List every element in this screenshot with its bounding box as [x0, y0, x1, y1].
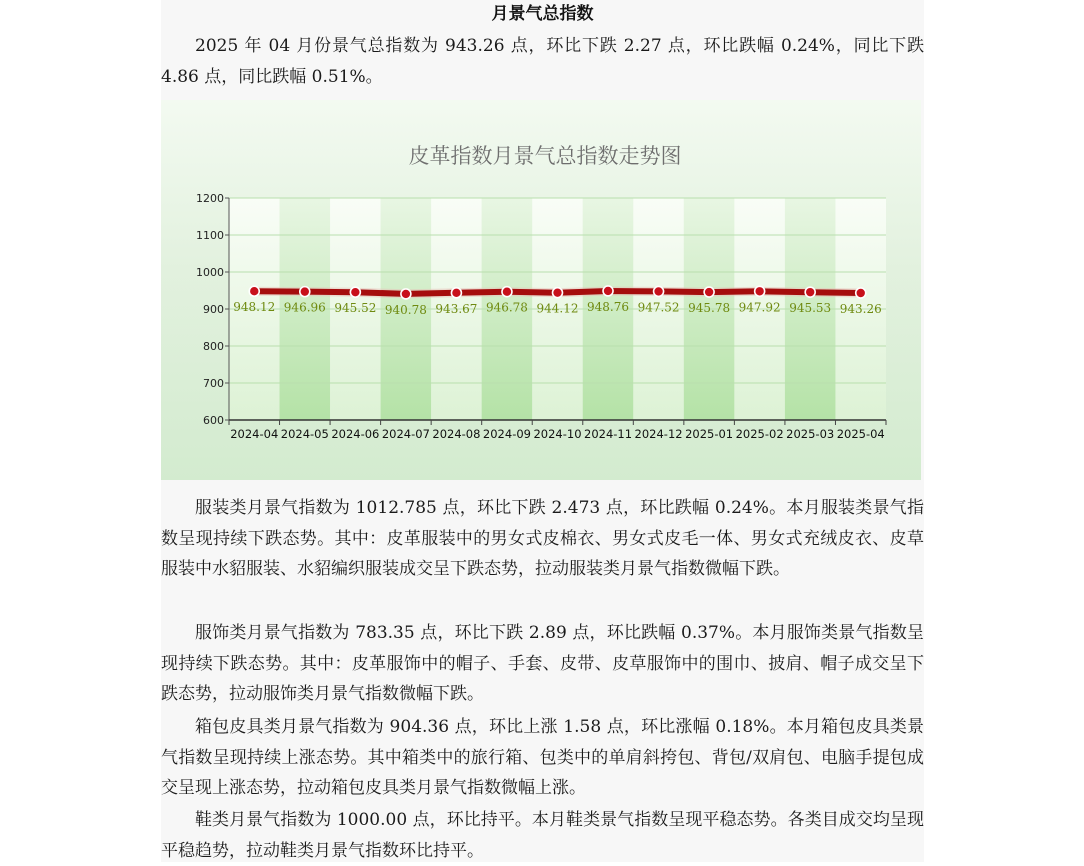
accessories-paragraph: 服饰类月景气指数为 783.35 点，环比下跌 2.89 点，环比跌幅 0.37%。本月服饰类景气指数呈现持续下跌态势。其中：皮革服饰中的帽子、手套、皮带、皮草服饰中的围巾、披肩、帽子成交呈下跌态势，拉动服饰类月景气指数微幅下跌。	[161, 623, 924, 704]
data-label: 945.53	[789, 301, 832, 316]
data-label: 948.76	[587, 299, 630, 314]
data-label: 940.78	[384, 302, 427, 317]
data-label: 947.52	[637, 300, 680, 315]
series-point	[654, 286, 664, 296]
bags-paragraph: 箱包皮具类月景气指数为 904.36 点，环比上涨 1.58 点，环比涨幅 0.18%。本月箱包皮具类景气指数呈现持续上涨态势。其中箱类中的旅行箱、包类中的单肩斜挎包、背包/双肩包、电脑手提包成交呈现上涨态势，拉动箱包皮具类月景气指数微幅上涨。	[161, 717, 924, 798]
series-point	[350, 287, 360, 297]
x-tick-label: 2025-01	[685, 427, 734, 441]
x-tick-label: 2024-06	[331, 427, 380, 441]
y-tick-label: 900	[203, 303, 224, 316]
chart-title: 皮革指数月景气总指数走势图	[408, 144, 682, 168]
series-point	[502, 287, 512, 297]
data-label: 948.12	[233, 300, 276, 315]
intro-paragraph: 2025 年 04 月份景气总指数为 943.26 点，环比下跌 2.27 点，环比跌幅 0.24%，同比下跌 4.86 点，同比跌幅 0.51%。	[161, 36, 924, 87]
data-label: 943.26	[839, 301, 882, 316]
series-point	[451, 288, 461, 298]
section-title: 月景气总指数	[491, 4, 594, 24]
x-tick-label: 2025-04	[836, 427, 885, 441]
y-tick-label: 1000	[196, 266, 224, 279]
x-tick-label: 2024-05	[280, 427, 329, 441]
trend-chart-svg	[161, 100, 921, 480]
data-label: 943.67	[435, 301, 478, 316]
x-tick-label: 2024-04	[230, 427, 279, 441]
x-tick-label: 2024-07	[381, 427, 430, 441]
data-label: 946.96	[283, 300, 326, 315]
clothing-paragraph: 服装类月景气指数为 1012.785 点，环比下跌 2.473 点，环比跌幅 0.24%。本月服装类景气指数呈现持续下跌态势。其中：皮革服装中的男女式皮棉衣、男女式皮毛一体、男女式充绒皮衣、皮草服装中水貂服装、水貂编织服装成交呈下跌态势，拉动服装类月景气指数微幅下跌。	[161, 498, 924, 579]
series-point	[805, 287, 815, 297]
series-point	[856, 288, 866, 298]
series-point	[401, 289, 411, 299]
shoes-paragraph: 鞋类月景气指数为 1000.00 点，环比持平。本月鞋类景气指数呈现平稳态势。各类目成交均呈现平稳趋势，拉动鞋类月景气指数环比持平。	[161, 810, 924, 861]
y-tick-label: 600	[203, 414, 224, 427]
data-label: 947.92	[738, 300, 781, 315]
series-point	[300, 287, 310, 297]
trend-chart	[161, 100, 921, 480]
x-tick-label: 2024-11	[584, 427, 633, 441]
x-tick-label: 2024-08	[432, 427, 481, 441]
x-tick-label: 2025-02	[735, 427, 784, 441]
data-label: 944.12	[536, 301, 579, 316]
y-tick-label: 1200	[196, 192, 224, 205]
x-tick-label: 2024-10	[533, 427, 582, 441]
series-point	[755, 286, 765, 296]
series-point	[704, 287, 714, 297]
x-tick-label: 2024-12	[634, 427, 683, 441]
y-tick-label: 1100	[196, 229, 224, 242]
series-point	[553, 288, 563, 298]
report-page	[161, 0, 924, 862]
y-tick-label: 700	[203, 377, 224, 390]
series-point	[603, 286, 613, 296]
data-label: 945.52	[334, 301, 377, 316]
series-point	[249, 286, 259, 296]
y-tick-label: 800	[203, 340, 224, 353]
x-tick-label: 2024-09	[482, 427, 531, 441]
data-label: 946.78	[485, 300, 528, 315]
x-tick-label: 2025-03	[786, 427, 835, 441]
data-label: 945.78	[688, 301, 731, 316]
